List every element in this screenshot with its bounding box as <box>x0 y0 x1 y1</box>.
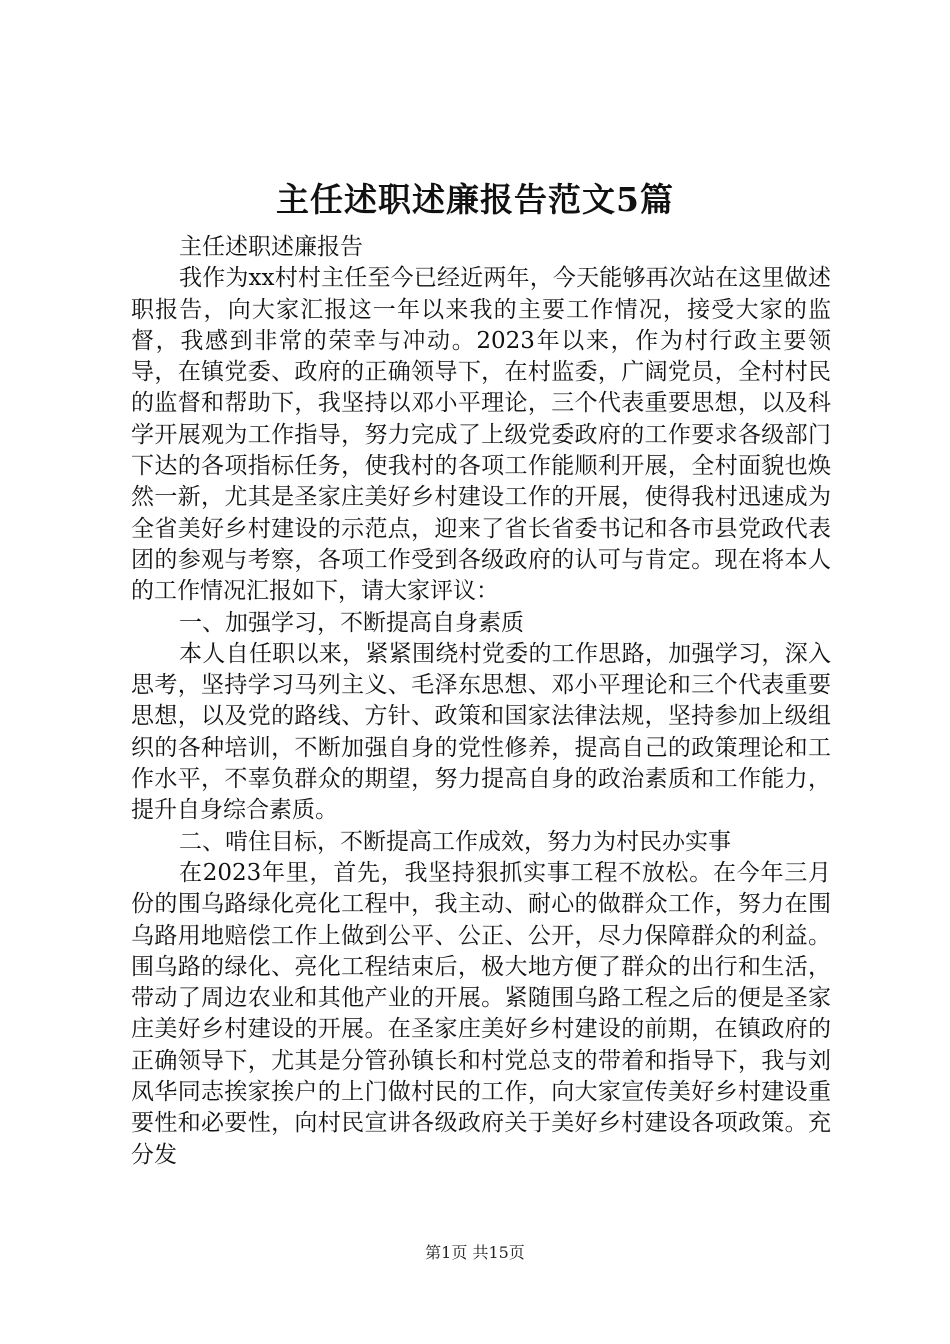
document-body <box>131 232 831 1171</box>
page-number-footer: 第1页 共15页 <box>425 1243 525 1262</box>
body-paragraph-work: 在2023年里，首先，我坚持狠抓实事工程不放松。在今年三月份的围乌路绿化亮化工程中，我主动、耐心的做群众工作，努力在围乌路用地赔偿工作上做到公平、公正、公开，尽力保障群众的利益。围乌路的绿化、亮化工程结束后，极大地方便了群众的出行和生活，带动了周边农业和其他产业的开展。紧随围乌路工程之后的便是圣家庄美好乡村建设的开展。在圣家庄美好乡村建设的前期，在镇政府的正确领导下，尤其是分管孙镇长和村党总支的带着和指导下，我与刘凤华同志挨家挨户的上门做村民的工作，向大家宣传美好乡村建设重要性和必要性，向村民宣讲各级政府关于美好乡村建设各项政策。充分发 <box>131 859 831 1168</box>
section-heading-2: 二、啃住目标，不断提高工作成效，努力为村民办实事 <box>179 828 731 855</box>
document-title: 主任述职述廉报告范文5篇 <box>276 180 674 219</box>
body-paragraph-study: 本人自任职以来，紧紧围绕村党委的工作思路，加强学习，深入思考，坚持学习马列主义、毛泽东思想、邓小平理论和三个代表重要思想，以及党的路线、方针、政策和国家法律法规，坚持参加上级组织的各种培训，不断加强自身的党性修养，提高自己的政策理论和工作水平，不辜负群众的期望，努力提高自身的政治素质和工作能力，提升自身综合素质。 <box>131 640 831 824</box>
body-paragraph-subtitle: 主任述职述廉报告 <box>179 234 363 260</box>
body-paragraph-intro: 我作为xx村村主任至今已经近两年，今天能够再次站在这里做述职报告，向大家汇报这一年以来我的主要工作情况，接受大家的监督，我感到非常的荣幸与冲动。2023年以来，作为村行政主要领导，在镇党委、政府的正确领导下，在村监委，广阔党员，全村村民的监督和帮助下，我坚持以邓小平理论，三个代表重要思想，以及科学开展观为工作指导，努力完成了上级党委政府的工作要求各级部门下达的各项指标任务，使我村的各项工作能顺利开展，全村面貌也焕然一新，尤其是圣家庄美好乡村建设工作的开展，使得我村迅速成为全省美好乡村建设的示范点，迎来了省长省委书记和各市县党政代表团的参观与考察，各项工作受到各级政府的认可与肯定。现在将本人的工作情况汇报如下，请大家评议： <box>131 265 831 605</box>
section-heading-1: 一、加强学习，不断提高自身素质 <box>179 609 524 636</box>
